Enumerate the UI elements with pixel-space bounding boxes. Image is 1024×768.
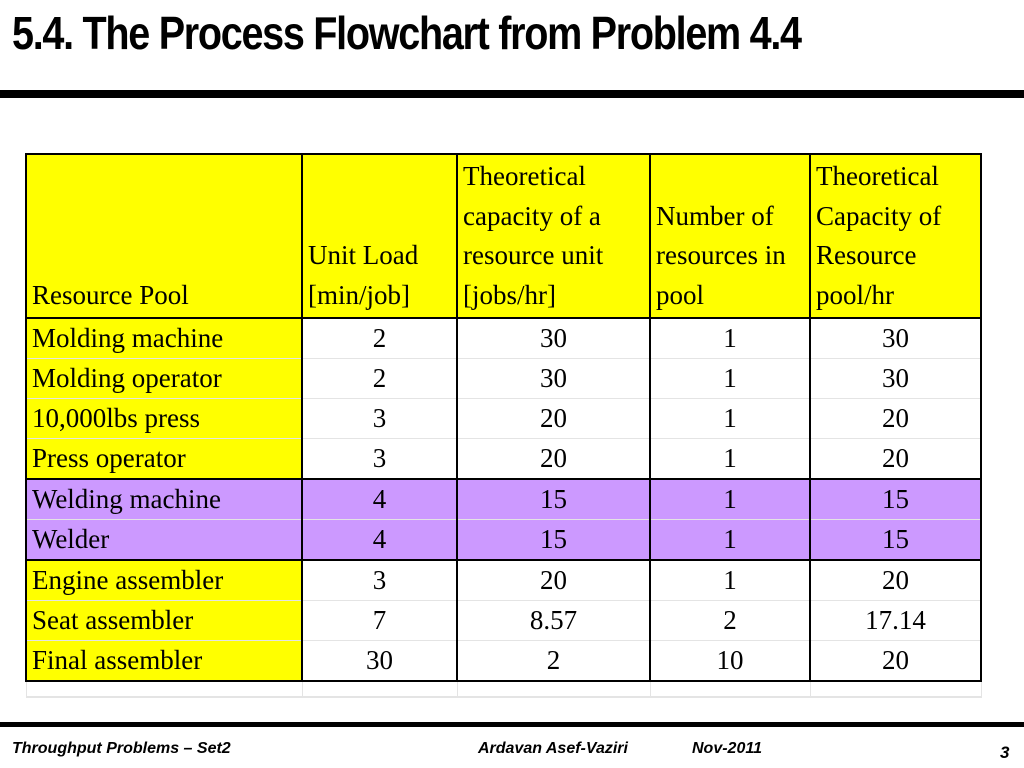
resource-name: Welder [26, 520, 302, 561]
bottleneck-row [26, 479, 981, 520]
table-row [26, 439, 981, 480]
pool-capacity-cell: 30 [810, 318, 981, 359]
pool-capacity-cell: 20 [810, 399, 981, 439]
unit-load-cell: 3 [302, 560, 457, 601]
table-row [26, 399, 981, 439]
resource-count-cell: 1 [650, 439, 810, 480]
table-row [26, 318, 981, 359]
unit-load-cell: 4 [302, 520, 457, 561]
unit-load-cell: 3 [302, 399, 457, 439]
unit-capacity-cell: 15 [457, 479, 650, 520]
resource-count-cell: 1 [650, 520, 810, 561]
header-resource-count: Number of resources in pool [650, 154, 810, 318]
resource-count-cell: 1 [650, 479, 810, 520]
unit-load-cell: 2 [302, 359, 457, 399]
capacity-table [25, 153, 982, 698]
pool-capacity-cell: 15 [810, 520, 981, 561]
unit-capacity-cell: 20 [457, 439, 650, 480]
resource-count-cell: 10 [650, 641, 810, 682]
pool-capacity-cell: 17.14 [810, 601, 981, 641]
resource-name: Final assembler [26, 641, 302, 682]
table-row [26, 641, 981, 682]
pool-capacity-cell: 20 [810, 560, 981, 601]
unit-load-cell: 2 [302, 318, 457, 359]
unit-capacity-cell: 20 [457, 399, 650, 439]
resource-count-cell: 1 [650, 399, 810, 439]
pool-capacity-cell: 20 [810, 641, 981, 682]
footer-author: Ardavan Asef-Vaziri [478, 740, 628, 757]
resource-name: Welding machine [26, 479, 302, 520]
empty-cell [457, 681, 650, 697]
footer-date: Nov-2011 [692, 740, 762, 757]
unit-capacity-cell: 8.57 [457, 601, 650, 641]
page-number: 3 [1000, 743, 1010, 762]
unit-capacity-cell: 15 [457, 520, 650, 561]
header-resource-pool: Resource Pool [26, 154, 302, 318]
pool-capacity-cell: 15 [810, 479, 981, 520]
resource-count-cell: 1 [650, 560, 810, 601]
unit-capacity-cell: 30 [457, 318, 650, 359]
resource-count-cell: 2 [650, 601, 810, 641]
table-row [26, 601, 981, 641]
empty-cell [302, 681, 457, 697]
unit-capacity-cell: 30 [457, 359, 650, 399]
resource-count-cell: 1 [650, 318, 810, 359]
header-unit-load: Unit Load [min/job] [302, 154, 457, 318]
capacity-table-container [25, 153, 982, 698]
footer-divider [0, 722, 1024, 727]
empty-cell [650, 681, 810, 697]
slide-title: 5.4. The Process Flowchart from Problem 4.4 [12, 7, 801, 59]
unit-load-cell: 7 [302, 601, 457, 641]
empty-cell [26, 681, 302, 697]
resource-name: Engine assembler [26, 560, 302, 601]
header-pool-capacity: Theoretical Capacity of Resource pool/hr [810, 154, 981, 318]
table-header-row [26, 154, 981, 318]
header-unit-capacity: Theoretical capacity of a resource unit [jobs/hr] [457, 154, 650, 318]
footer-course-title: Throughput Problems – Set2 [12, 740, 231, 757]
bottleneck-row [26, 520, 981, 561]
empty-table-row [26, 681, 981, 697]
pool-capacity-cell: 30 [810, 359, 981, 399]
resource-name: 10,000lbs press [26, 399, 302, 439]
unit-load-cell: 4 [302, 479, 457, 520]
table-row [26, 359, 981, 399]
resource-name: Molding operator [26, 359, 302, 399]
pool-capacity-cell: 20 [810, 439, 981, 480]
unit-capacity-cell: 20 [457, 560, 650, 601]
title-divider [0, 90, 1024, 98]
resource-name: Press operator [26, 439, 302, 480]
unit-load-cell: 30 [302, 641, 457, 682]
unit-capacity-cell: 2 [457, 641, 650, 682]
empty-cell [810, 681, 981, 697]
resource-name: Molding machine [26, 318, 302, 359]
resource-name: Seat assembler [26, 601, 302, 641]
table-row [26, 560, 981, 601]
resource-count-cell: 1 [650, 359, 810, 399]
unit-load-cell: 3 [302, 439, 457, 480]
